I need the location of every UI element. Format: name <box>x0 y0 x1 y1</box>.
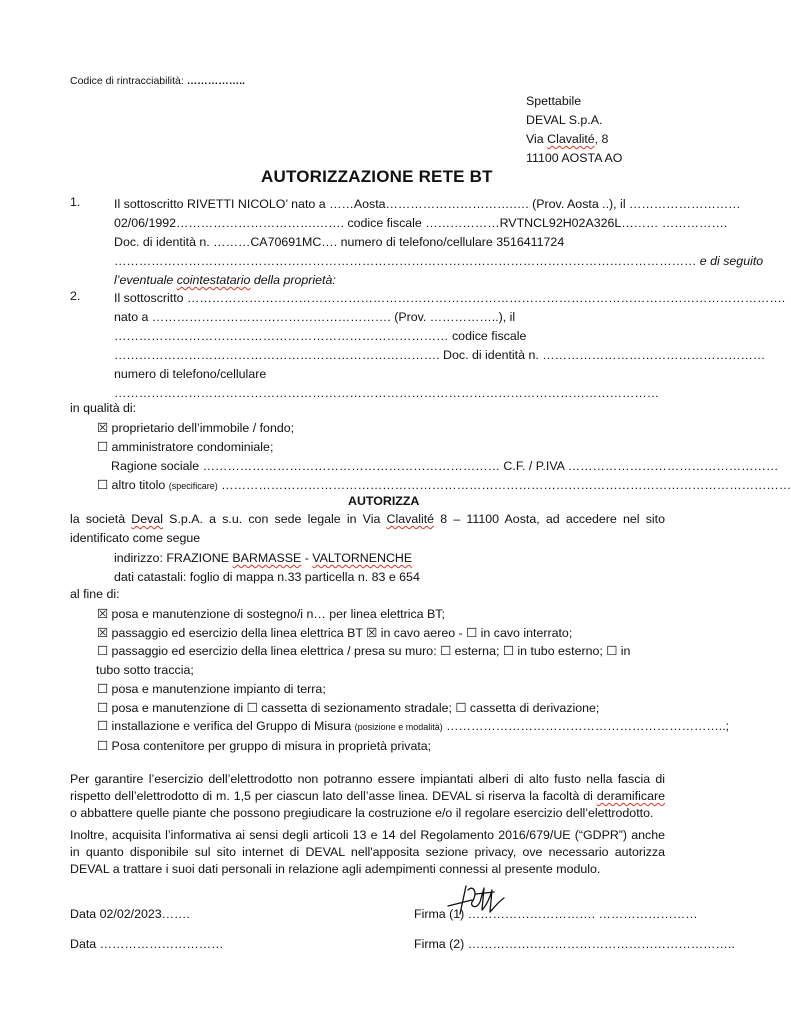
date-2: Data ………………………… <box>70 937 224 951</box>
tracking-value: …………….. <box>186 75 246 87</box>
option-proprietario[interactable]: ☒ proprietario dell’immobile / fondo; <box>97 421 295 435</box>
section-1-line-1: Il sottoscritto RIVETTI NICOLO’ nato a ……Aosta………………………….…. (Prov. Aosta ..), il ……………………… <box>114 197 741 211</box>
site-details <box>114 549 420 587</box>
signature-2-line: Firma (2) ……………………………………………………….. <box>414 937 735 951</box>
section-1 <box>114 195 763 290</box>
paragraph-gdpr: Inoltre, acquisita l’informativa ai sensi degli articoli 13 e 14 del Regolamento 2016/679/UE (“GDPR”) anche in quanto disponibile sul sito internet di DEVAL nell'apposita sezione privacy, ove necessario autorizza DEVAL a trattare i suoi dati personali in relazione agli adempimenti connessi al presente modulo. <box>70 828 665 876</box>
street-name: Clavalité <box>547 132 595 146</box>
autorizza-line-2: identificato come segue <box>70 531 201 545</box>
recipient-line-4: 11100 AOSTA AO <box>526 151 623 165</box>
tracking-label: Codice di rintracciabilità: <box>70 75 184 87</box>
site-address: indirizzo: FRAZIONE BARMASSE - VALTORNENCHE <box>114 551 413 565</box>
section-2-line-6: …………………………………………………………………………………………………………………… <box>114 386 660 400</box>
section-1-number: 1. <box>70 195 81 209</box>
fine-cassette[interactable]: ☐ posa e manutenzione di ☐ cassetta di sezionamento stradale; ☐ cassetta di derivazione; <box>97 700 600 715</box>
fine-impianto-terra[interactable]: ☐ posa e manutenzione impianto di terra; <box>97 681 326 696</box>
section-2-line-4: ……………………………………………………………………. Doc. di identità n. ……………………………………………… <box>114 348 766 362</box>
section-2-number: 2. <box>70 289 81 303</box>
signature-1-line: Firma (1) …………………………. …………………… <box>414 907 698 921</box>
qualita-label: in qualità di: <box>70 401 137 415</box>
section-1-line-5: l’eventuale cointestatario della proprietà: <box>114 273 336 287</box>
paragraph-fascia-rispetto: Per garantire l’esercizio dell’elettrodotto non potranno essere impiantati alberi di alto fusto nella fascia di rispetto dell’elettrodotto di m. 1,5 per ciascun lato dell’asse linea. DEVAL si riserva la facoltà di deramificare o abbattere quelle piante che possono pregiudicare la costruzione e/o il regolare esercizio dell’elettrodotto. <box>70 772 665 820</box>
section-2-line-2: nato a …………………………………………………. (Prov. ……………..), il <box>114 310 516 324</box>
handwritten-signature <box>446 880 510 918</box>
fine-passaggio-bt[interactable]: ☒ passaggio ed esercizio della linea elettrica BT ☒ in cavo aereo - ☐ in cavo interrato; <box>97 625 573 640</box>
autorizza-line-1: la società Deval S.p.A. a s.u. con sede legale in Via Clavalité 8 – 11100 Aosta, ad accedere nel sito <box>70 512 666 526</box>
ragione-sociale-line: Ragione sociale ……………………………………………………………… C.F. / P.IVA …………………………………………… <box>111 459 779 473</box>
fine-sostegno[interactable]: ☒ posa e manutenzione di sostegno/i n… per linea elettrica BT; <box>97 607 445 621</box>
section-2-line-3: ……………………………………………………………………… codice fiscale <box>114 329 527 343</box>
recipient-address <box>526 92 622 168</box>
fini-options <box>97 605 729 756</box>
section-1-line-3: Doc. di identità n. ………CA70691MC…. numero di telefono/cellulare 3516411724 <box>114 235 565 249</box>
section-2 <box>114 289 785 403</box>
recipient-line-1: Spettabile <box>526 94 582 108</box>
fine-contenitore[interactable]: ☐ Posa contenitore per gruppo di misura in proprietà privata; <box>97 738 432 753</box>
fine-gruppo-misura[interactable]: ☐ installazione e verifica del Gruppo di Misura (posizione e modalità) …………………………………………………………..; <box>97 719 730 734</box>
tracking-code <box>70 75 245 88</box>
section-2-line-1: Il sottoscritto ………………………………………………………………………………………………………………………………. <box>114 291 786 305</box>
section-1-line-2: 02/06/1992…………………………….……. codice fiscale ………………RVTNCL92H02A326L……… ……………. <box>114 216 728 230</box>
date-1: Data 02/02/2023……. <box>70 907 190 921</box>
section-2-line-5: numero di telefono/cellulare <box>114 367 267 381</box>
section-1-line-4: …………………………………………………………………………………………………………………………… e di seguito <box>114 254 764 268</box>
recipient-line-3: Via Clavalité, 8 <box>526 132 609 146</box>
fini-label: al fine di: <box>70 587 120 601</box>
autorizza-heading: AUTORIZZA <box>348 494 420 508</box>
document-title: AUTORIZZAZIONE RETE BT <box>261 167 493 186</box>
qualita-options <box>97 419 791 496</box>
option-amministratore[interactable]: ☐ amministratore condominiale; <box>97 440 274 454</box>
option-altro-titolo[interactable]: ☐ altro titolo (specificare) ………………………………………………………………………………………………………………………… <box>97 478 791 492</box>
fine-presa-muro[interactable]: ☐ passaggio ed esercizio della linea elettrica / presa su muro: ☐ esterna; ☐ in tubo esterno; ☐ in <box>97 644 631 659</box>
fine-presa-muro-cont: tubo sotto traccia; <box>96 663 194 678</box>
recipient-line-2: DEVAL S.p.A. <box>526 113 603 127</box>
cadastral-data: dati catastali: foglio di mappa n.33 particella n. 83 e 654 <box>114 570 420 584</box>
